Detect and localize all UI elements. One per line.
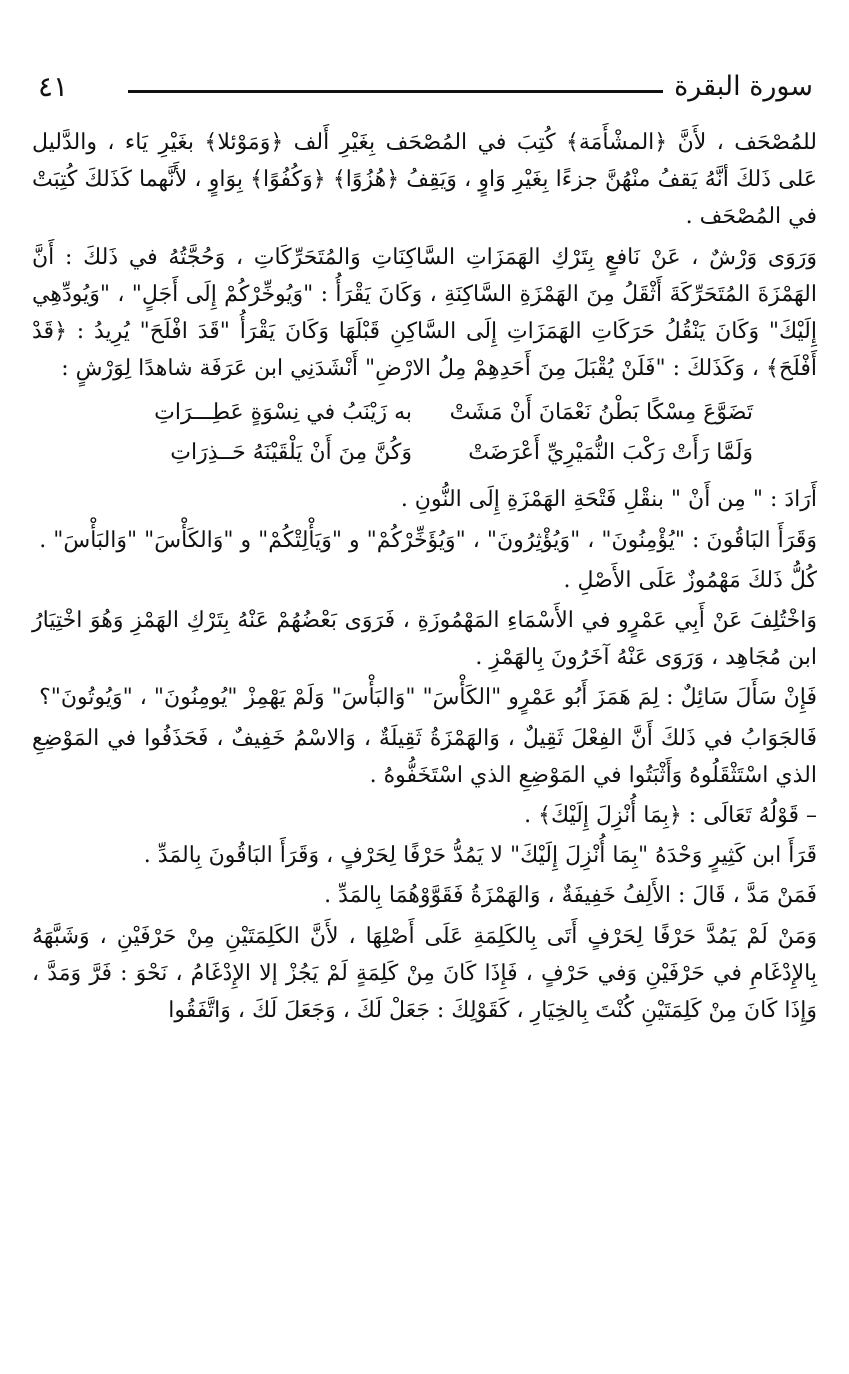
- paragraph: كُلُّ ذَلكَ مَهْمُوزٌ عَلَى الأَصْلِ .: [563, 567, 817, 593]
- paragraph: وَرَوَى وَرْشٌ ، عَنْ نَافعٍ بِتَرْكِ الهَمَزَاتِ السَّاكِنَاتِ وَالمُتَحَرِّكَاتِ ، وَحُجَّتُهُ في ذَلكَ : أَنَّ الهَمْزَةَ المُتَحَرِّكَةَ أَثْقَلُ مِنَ الهَمْزَةِ السَّاكِنَةِ ، وَكَانَ يَقْرَأُ : "وَيُوخِّرْكُمْ إِلَى أَجَلٍ" ، "وَيُودِّهِي إِلَيْكَ" وَكَانَ يَنْقُلُ حَرَكَاتِ الهَمَزَاتِ إِلَى السَّاكِنِ قَبْلَهَا وَكَانَ يَقْرَأُ "قَدَ افْلَحَ" يُرِيدُ : ﴿قَدْ أَفْلَحَ﴾ ، وَكَذَلكَ : "فَلَنْ يُقْبَلَ مِنَ أَحَدِهِمْ مِلُ الارْضِ" أَنْشَدَنِي ابن عَرَفَة شاهدًا لِوَرْشٍ :: [32, 244, 817, 382]
- paragraph: قَرَأَ ابن كَثِيرٍ وَحْدَهُ "بِمَا أُنْزِلَ إِلَيْكَ" لا يَمُدُّ حَرْفًا لِحَرْفٍ ، وَقَرَأَ البَاقُونَ بِالمَدِّ .: [143, 843, 817, 869]
- paragraph: للمُصْحَف ، لأَنَّ ﴿المشْأَمَة﴾ كُتِبَ في المُصْحَف بِغَيْرِ أَلف ﴿وَمَوْئلا﴾ بغَيْرِ يَاء ، والدَّليل عَلى ذَلكَ أنَّهُ يَقفُ منْهُنَّ جزءًا بِغَيْرِ وَاوٍ ، وَيَقِفُ ﴿هُزُوًا﴾ ﴿وَكُفُوًا﴾ بِوَاوٍ ، لأَنَّهما كَذَلكَ كُتِبَتْ في المُصْحَف .: [32, 130, 817, 230]
- paragraph: فَإِنْ سَأَلَ سَائِلٌ : لِمَ هَمَزَ أَبُو عَمْرٍو "الكَأْسَ" "وَالبَأْسَ" وَلَمْ يَهْمِزْ "يُومِنُونَ" ، "وَيُوتُونَ"؟: [39, 685, 817, 711]
- poem: [32, 393, 817, 473]
- paragraph: أَرَادَ : " مِن أَنْ " بنقْلِ فَتْحَةِ الهَمْزَةِ إِلَى النُّونِ .: [400, 487, 817, 513]
- surah-title: سورة البقرة: [674, 71, 813, 102]
- page-number: ٤١: [38, 70, 69, 103]
- paragraph: – قَوْلُهُ تَعَالَى : ﴿بِمَا أُنْزِلَ إِلَيْكَ﴾ .: [524, 803, 817, 829]
- poem-verse: [32, 433, 817, 473]
- second-hemistich: وَكُنَّ مِنَ أَنْ يَلْقَيْنَهُ حَــذِرَاتِ: [170, 440, 412, 466]
- paragraph: فَمَنْ مَدَّ ، قَالَ : الأَلِفُ خَفِيفَةٌ ، وَالهَمْزَةُ فَقَوَّوْهُمَا بِالمَدِّ .: [324, 883, 817, 909]
- second-hemistich: به زَيْنَبُ في نِسْوَةٍ عَطِـــرَاتِ: [154, 400, 412, 426]
- first-hemistich: تَضَوَّعَ مِسْكًا بَطْنُ نَعْمَانَ أَنْ مَشَتْ: [449, 400, 753, 426]
- header-rule: [128, 90, 663, 93]
- paragraph: وَاخْتُلِفَ عَنْ أَبِي عَمْرٍو في الأَسْمَاءِ المَهْمُوزَةِ ، فَرَوَى بَعْضُهُمْ عَنْهُ بِتَرْكِ الهَمْزِ وَهُوَ اخْتِيَارُ ابن مُجَاهِد ، وَرَوَى عَنْهُ آخَرُونَ بِالهَمْزِ .: [32, 608, 817, 671]
- page-body: [32, 124, 817, 1032]
- first-hemistich: وَلَمَّا رَأَتْ رَكْبَ النُّمَيْرِيِّ أَعْرَضَتْ: [468, 440, 753, 466]
- paragraph: فَالجَوَابُ في ذَلكَ أَنَّ الفِعْلَ ثَقِيلٌ ، وَالهَمْزَةُ ثَقِيلَةٌ ، وَالاسْمُ خَفِيفٌ ، فَحَذَفُوا في المَوْضِعِ الذي اسْتَثْقَلُوهُ وَأَثْبَتُوا في المَوْضِعِ الذي اسْتَخَفُّوهُ .: [32, 725, 817, 788]
- paragraph: وَمَنْ لَمْ يَمُدَّ حَرْفًا لِحَرْفٍ أَتَى بِالكَلِمَةِ عَلَى أَصْلِهَا ، لأَنَّ الكَلِمَتَيْنِ مِنْ حَرْفَيْنِ ، وَشَبَّهَهُ بِالإِدْغَامِ في حَرْفَيْنِ وَفي حَرْفٍ ، فَإِذَا كَانَ مِنْ كَلِمَةٍ لَمْ يَجُزْ إلا الإِدْغَامُ ، نَحْوَ : فَرَّ وَمَدَّ ، وَإِذَا كَانَ مِنْ كَلِمَتَيْنِ كُنْتَ بِالخِيَارِ ، كَقَوْلِكَ : جَعَلْ لَكَ ، وَجَعَلَ لَكَ ، وَاتَّفَقُوا: [32, 923, 817, 1024]
- poem-verse: [32, 393, 817, 433]
- paragraph: وَقَرَأَ البَاقُونَ : "يُؤْمِنُونَ" ، "وَيُؤْثِرُونَ" ، "وَيُؤَخِّرْكُمْ" و "وَيَأْلِتْكُمْ" و "وَالكَأْسَ" "وَالبَأْسَ" .: [39, 527, 817, 553]
- page-header: [30, 68, 819, 108]
